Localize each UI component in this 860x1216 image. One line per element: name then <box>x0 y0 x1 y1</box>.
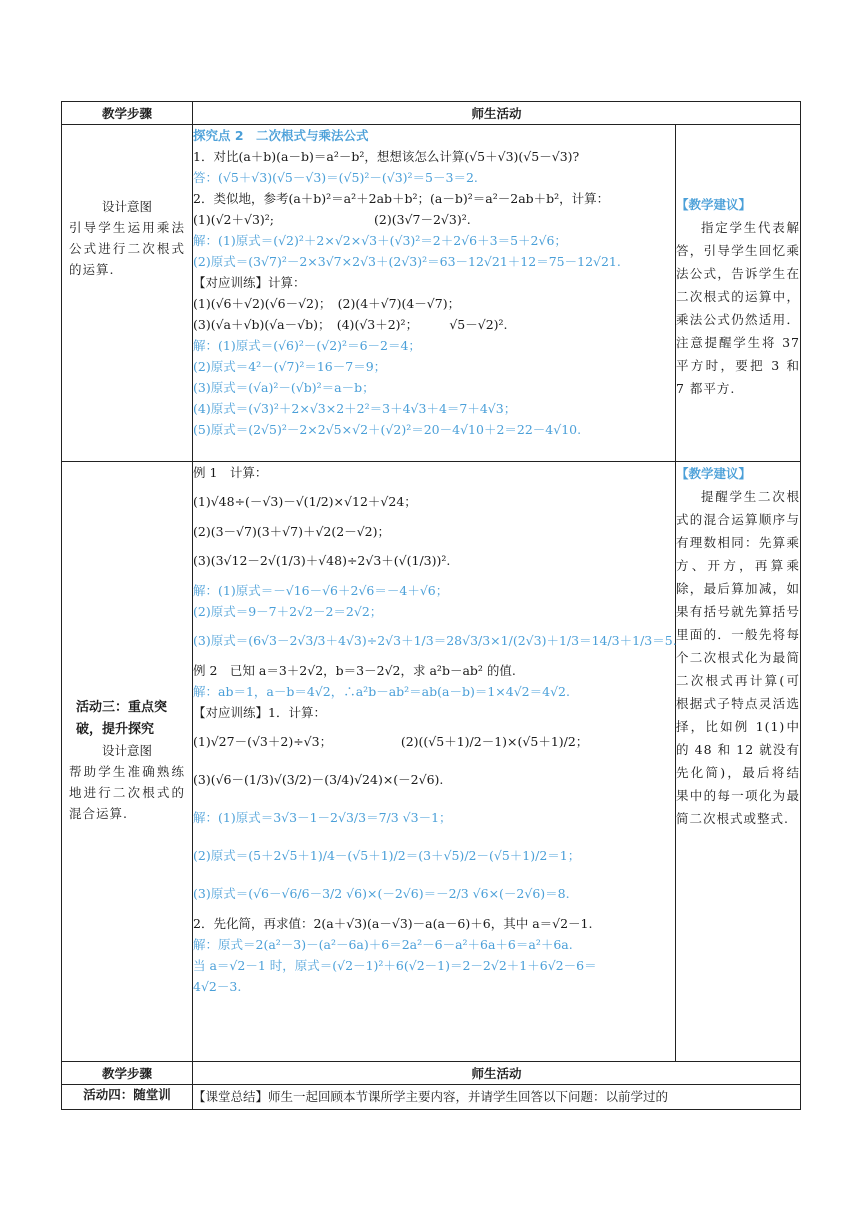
header-activity: 师生活动 <box>193 102 801 125</box>
row1-line: 2．类似地，参考(a＋b)²＝a²＋2ab＋b²；(a－b)²＝a²－2ab＋b²，计算： <box>193 191 610 206</box>
activity4-title: 活动四：随堂训 <box>62 1085 193 1110</box>
row1-line: (3)(√a＋√b)(√a－√b)； (4)(√3＋2)²； √5－√2)². <box>193 317 508 332</box>
row2-line: 【对应训练】1．计算： <box>193 705 326 720</box>
row1-line: 【对应训练】计算： <box>193 275 306 290</box>
row1-line: (5)原式＝(2√5)²－2×2√5×√2＋(√2)²＝20－4√10＋2＝22－4√10. <box>193 422 582 437</box>
row2-line: 例 1 计算： <box>193 465 268 480</box>
row2-line: (3)原式＝(6√3－2√3/3＋4√3)÷2√3＋1/3＝28√3/3×1/(2√3)＋1/3＝14/3＋1/3＝5. <box>193 633 677 648</box>
row1-line: 解：(1)原式＝(√2)²＋2×√2×√3＋(√3)²＝2＋2√6＋3＝5＋2√6； <box>193 233 567 248</box>
row2-line: 解：(1)原式＝－√16－√6＋2√6＝－4＋√6； <box>193 583 449 598</box>
header-activity-2: 师生活动 <box>193 1062 801 1085</box>
row2-line: 解：(1)原式＝3√3－1－2√3/3＝7/3 √3－1； <box>193 810 452 825</box>
row2-line: 4√2－3. <box>193 979 242 994</box>
table-header-row-2 <box>62 1062 801 1085</box>
design-intent-text-2: 帮助学生准确熟练地进行二次根式的混合运算. <box>69 764 185 821</box>
design-intent-title: 设计意图 <box>101 199 152 214</box>
row2-line: (2)(3－√7)(3＋√7)＋√2(2－√2)； <box>193 524 390 539</box>
row1-line: (4)原式＝(√3)²＋2×√3×2＋2²＝3＋4√3＋4＝7＋4√3； <box>193 401 517 416</box>
row2-line: (3)(√6－(1/3)√(3/2)－(3/4)√24)×(－2√6). <box>193 772 444 787</box>
row2-line: 解：ab＝1，a－b＝4√2，∴a²b－ab²＝ab(a－b)＝1×4√2＝4√2. <box>193 684 570 699</box>
row2-line: 解：原式＝2(a²－3)－(a²－6a)＋6＝2a²－6－a²＋6a＋6＝a²＋6a. <box>193 937 573 952</box>
row-activity-4 <box>62 1085 801 1110</box>
row1-content <box>193 125 676 462</box>
header-step-2: 教学步骤 <box>62 1062 193 1085</box>
row1-line: (3)原式＝(√a)²－(√b)²＝a－b； <box>193 380 375 395</box>
row1-line: 答：(√5＋√3)(√5－√3)＝(√5)²－(√3)²＝5－3＝2. <box>193 170 478 185</box>
class-summary-text: 【课堂总结】师生一起回顾本节课所学主要内容，并请学生回答以下问题：以前学过的 <box>193 1085 801 1110</box>
design-intent-text: 引导学生运用乘法公式进行二次根式的运算. <box>69 220 185 277</box>
table-header-row <box>62 102 801 125</box>
row1-line: 探究点 2 二次根式与乘法公式 <box>193 128 369 143</box>
row-exploration-2 <box>62 125 801 462</box>
tip-text-2: 提醒学生二次根式的混合运算顺序与有理数相同：先算乘方、开方，再算乘除，最后算加减，如果有括号就先算括号里面的．一般先将每个二次根式化为最简二次根式再计算(可根据式子特点灵活选择，比如例 1(1)中的 48 和 12 就没有先化简)，最后将结果中的每一项化为最简二次根式或整式. <box>675 489 800 826</box>
row2-line: 2．先化简，再求值：2(a＋√3)(a－√3)－a(a－6)＋6，其中 a＝√2－1. <box>193 916 593 931</box>
row2-line: 当 a＝√2－1 时，原式＝(√2－1)²＋6(√2－1)＝2－2√2＋1＋6√2－6＝ <box>193 958 597 973</box>
row1-line: 1．对比(a＋b)(a－b)＝a²－b²，想想该怎么计算(√5＋√3)(√5－√3)? <box>193 149 580 164</box>
row1-tip <box>675 125 800 462</box>
row1-line: (2)原式＝4²－(√7)²＝16－7＝9； <box>193 359 387 374</box>
row2-tip <box>675 462 800 1062</box>
row2-line: (2)原式＝(5＋2√5＋1)/4－(√5＋1)/2＝(3＋√5)/2－(√5＋1)/2＝1； <box>193 848 581 863</box>
design-intent-title-2: 设计意图 <box>101 743 152 758</box>
activity3-title: 活动三：重点突破，提升探究 <box>76 700 168 737</box>
row1-line: (1)(√2＋√3)²; (2)(3√7－2√3)². <box>193 212 471 227</box>
row2-left <box>62 462 193 1062</box>
row-activity-3 <box>62 462 801 1062</box>
tip-tag: 【教学建议】 <box>675 197 751 212</box>
row1-line: (2)原式＝(3√7)²－2×3√7×2√3＋(2√3)²＝63－12√21＋12＝75－12√21. <box>193 254 621 269</box>
row1-left <box>62 125 193 462</box>
row1-line: (1)(√6＋√2)(√6－√2)； (2)(4＋√7)(4－√7)； <box>193 296 461 311</box>
row2-line: (1)√27－(√3＋2)÷√3； (2)((√5＋1)/2－1)×(√5＋1)/2； <box>193 734 589 749</box>
tip-tag-2: 【教学建议】 <box>675 466 751 481</box>
lesson-table <box>61 101 801 1110</box>
row2-line: (3)(3√12－2√(1/3)＋√48)÷2√3＋(√(1/3))². <box>193 553 451 568</box>
row2-content <box>193 462 676 1062</box>
row2-line: 例 2 已知 a＝3＋2√2，b＝3－2√2，求 a²b－ab² 的值. <box>193 663 516 678</box>
row2-line: (3)原式＝(√6－√6/6－3/2 √6)×(－2√6)＝－2/3 √6×(－2√6)＝8. <box>193 886 570 901</box>
row1-line: 解：(1)原式＝(√6)²－(√2)²＝6－2＝4； <box>193 338 421 353</box>
tip-text: 指定学生代表解答，引导学生回忆乘法公式，告诉学生在二次根式的运算中，乘法公式仍然适用．注意提醒学生将 37 平方时，要把 3 和 7 都平方. <box>675 220 800 396</box>
header-step: 教学步骤 <box>62 102 193 125</box>
row2-line: (2)原式＝9－7＋2√2－2＝2√2； <box>193 604 383 619</box>
row2-line: (1)√48÷(－√3)－√(1/2)×√12＋√24； <box>193 494 417 509</box>
